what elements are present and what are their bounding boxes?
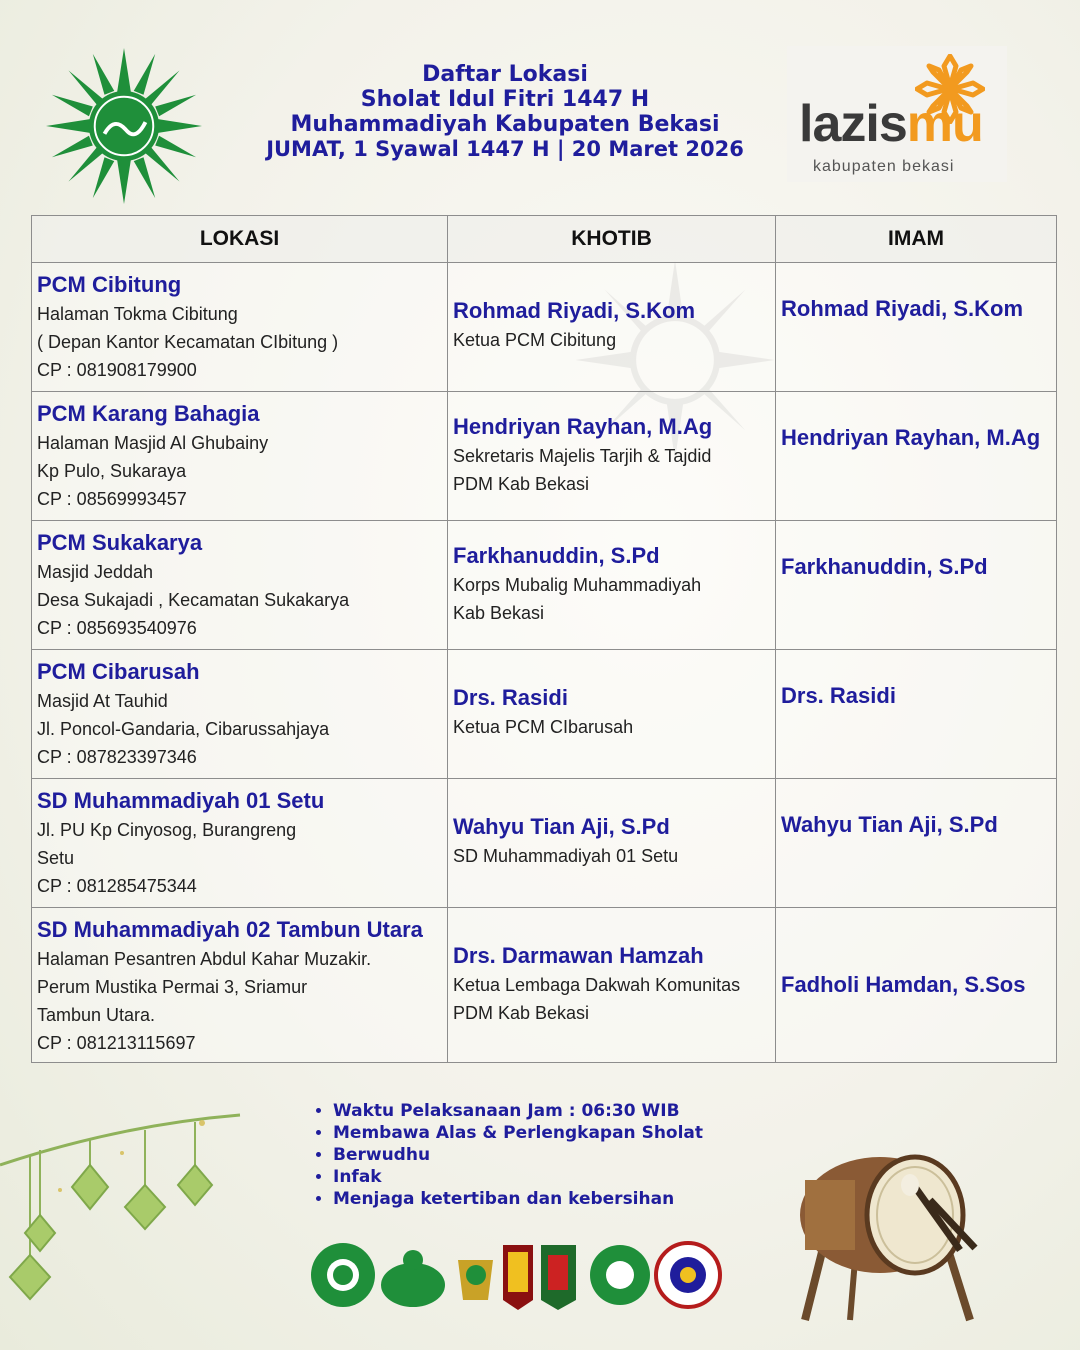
imam-cell xyxy=(776,650,1057,779)
title-line-3: Muhammadiyah Kabupaten Bekasi xyxy=(290,112,720,137)
khotib-name: Farkhanuddin, S.Pd xyxy=(453,543,660,568)
location-line: Halaman Pesantren Abdul Kahar Muzakir. xyxy=(37,949,372,969)
khotib-cell xyxy=(448,263,776,392)
location-cell xyxy=(32,779,448,908)
ipm-logo-icon xyxy=(503,1245,533,1310)
bedug-drum-icon xyxy=(795,1140,985,1325)
imam-cell xyxy=(776,908,1057,1063)
note-item: • Berwudhu xyxy=(333,1144,703,1166)
pemuda-logo-icon xyxy=(458,1260,493,1300)
title-line-2: Sholat Idul Fitri 1447 H xyxy=(360,87,650,112)
note-item: • Menjaga ketertiban dan kebersihan xyxy=(333,1188,703,1210)
location-cell xyxy=(32,392,448,521)
table-row xyxy=(32,908,1057,1063)
contact-phone: CP : 08569993457 xyxy=(37,489,187,509)
imam-name: Fadholi Hamdan, S.Sos xyxy=(781,972,1026,997)
location-line: Perum Mustika Permai 3, Sriamur xyxy=(37,977,308,997)
location-name: SD Muhammadiyah 02 Tambun Utara xyxy=(37,917,423,942)
schedule-table xyxy=(31,215,1057,1063)
location-cell xyxy=(32,650,448,779)
muhammadiyah-logo-icon xyxy=(311,1243,375,1307)
location-name: PCM Sukakarya xyxy=(37,530,203,555)
imam-cell xyxy=(776,263,1057,392)
khotib-role: Sekretaris Majelis Tarjih & Tajdid xyxy=(453,446,712,466)
hizbul-wathan-logo-icon xyxy=(590,1245,650,1305)
location-cell xyxy=(32,263,448,392)
location-name: SD Muhammadiyah 01 Setu xyxy=(37,788,325,813)
khotib-cell xyxy=(448,521,776,650)
lazismu-wordmark: lazismu xyxy=(799,95,983,153)
khotib-cell xyxy=(448,392,776,521)
note-item: • Membawa Alas & Perlengkapan Sholat xyxy=(333,1122,703,1144)
khotib-name: Drs. Darmawan Hamzah xyxy=(453,943,704,968)
location-name: PCM Karang Bahagia xyxy=(37,401,260,426)
header-khotib: KHOTIB xyxy=(448,216,776,263)
tapak-suci-logo-icon xyxy=(656,1243,720,1307)
lazismu-subtitle: kabupaten bekasi xyxy=(813,158,955,175)
header-imam: IMAM xyxy=(776,216,1057,263)
table-row xyxy=(32,392,1057,521)
location-line: Kp Pulo, Sukaraya xyxy=(37,461,187,481)
location-name: PCM Cibitung xyxy=(37,272,182,297)
khotib-role: Ketua PCM Cibitung xyxy=(453,330,617,350)
imam-name: Drs. Rasidi xyxy=(781,683,896,708)
muhammadiyah-logo-icon xyxy=(46,46,202,206)
location-line: Jl. Poncol-Gandaria, Cibarussahjaya xyxy=(37,719,330,739)
table-header-row xyxy=(32,216,1057,263)
khotib-role: SD Muhammadiyah 01 Setu xyxy=(453,846,679,866)
contact-phone: CP : 081285475344 xyxy=(37,876,197,896)
table-row xyxy=(32,650,1057,779)
contact-phone: CP : 085693540976 xyxy=(37,618,197,638)
khotib-role: PDM Kab Bekasi xyxy=(453,1003,590,1023)
khotib-role: Ketua PCM CIbarusah xyxy=(453,717,634,737)
location-line: Desa Sukajadi , Kecamatan Sukakarya xyxy=(37,590,350,610)
table-row xyxy=(32,521,1057,650)
khotib-name: Hendriyan Rayhan, M.Ag xyxy=(453,414,713,439)
location-line: Masjid Jeddah xyxy=(37,562,154,582)
location-line: Tambun Utara. xyxy=(37,1005,156,1025)
contact-phone: CP : 081908179900 xyxy=(37,360,197,380)
title-line-1: Daftar Lokasi xyxy=(422,62,588,87)
location-cell xyxy=(32,908,448,1063)
imam-name: Rohmad Riyadi, S.Kom xyxy=(781,296,1024,321)
location-line: Setu xyxy=(37,848,75,868)
lazismu-logo xyxy=(787,46,1007,182)
khotib-cell xyxy=(448,779,776,908)
table-row xyxy=(32,263,1057,392)
location-line: Masjid At Tauhid xyxy=(37,691,168,711)
khotib-role: Kab Bekasi xyxy=(453,603,545,623)
khotib-role: Ketua Lembaga Dakwah Komunitas xyxy=(453,975,741,995)
imm-logo-icon xyxy=(541,1245,576,1310)
khotib-name: Wahyu Tian Aji, S.Pd xyxy=(453,814,670,839)
header-lokasi: LOKASI xyxy=(32,216,448,263)
imam-name: Farkhanuddin, S.Pd xyxy=(781,554,988,579)
contact-phone: CP : 081213115697 xyxy=(37,1033,196,1053)
imam-cell xyxy=(776,521,1057,650)
imam-cell xyxy=(776,392,1057,521)
note-item: • Waktu Pelaksanaan Jam : 06:30 WIB xyxy=(333,1100,703,1122)
khotib-role: Korps Mubalig Muhammadiyah xyxy=(453,575,702,595)
imam-cell xyxy=(776,779,1057,908)
khotib-name: Rohmad Riyadi, S.Kom xyxy=(453,298,696,323)
imam-name: Wahyu Tian Aji, S.Pd xyxy=(781,812,998,837)
ketupat-decoration-icon xyxy=(0,1105,260,1350)
khotib-cell xyxy=(448,650,776,779)
khotib-name: Drs. Rasidi xyxy=(453,685,568,710)
location-line: Jl. PU Kp Cinyosog, Burangreng xyxy=(37,820,297,840)
khotib-role: PDM Kab Bekasi xyxy=(453,474,590,494)
khotib-cell xyxy=(448,908,776,1063)
location-line: Halaman Tokma Cibitung xyxy=(37,304,238,324)
title-date-line: JUMAT, 1 Syawal 1447 H | 20 Maret 2026 xyxy=(266,137,744,161)
table-row xyxy=(32,779,1057,908)
imam-name: Hendriyan Rayhan, M.Ag xyxy=(781,425,1041,450)
location-cell xyxy=(32,521,448,650)
location-line: ( Depan Kantor Kecamatan CIbitung ) xyxy=(37,332,339,352)
notes-list xyxy=(313,1100,703,1210)
aisyiyah-logo-icon xyxy=(381,1250,445,1307)
page-title xyxy=(250,62,760,162)
organization-logos xyxy=(308,1240,728,1330)
location-name: PCM Cibarusah xyxy=(37,659,200,684)
note-item: • Infak xyxy=(333,1166,703,1188)
location-line: Halaman Masjid Al Ghubainy xyxy=(37,433,269,453)
contact-phone: CP : 087823397346 xyxy=(37,747,197,767)
